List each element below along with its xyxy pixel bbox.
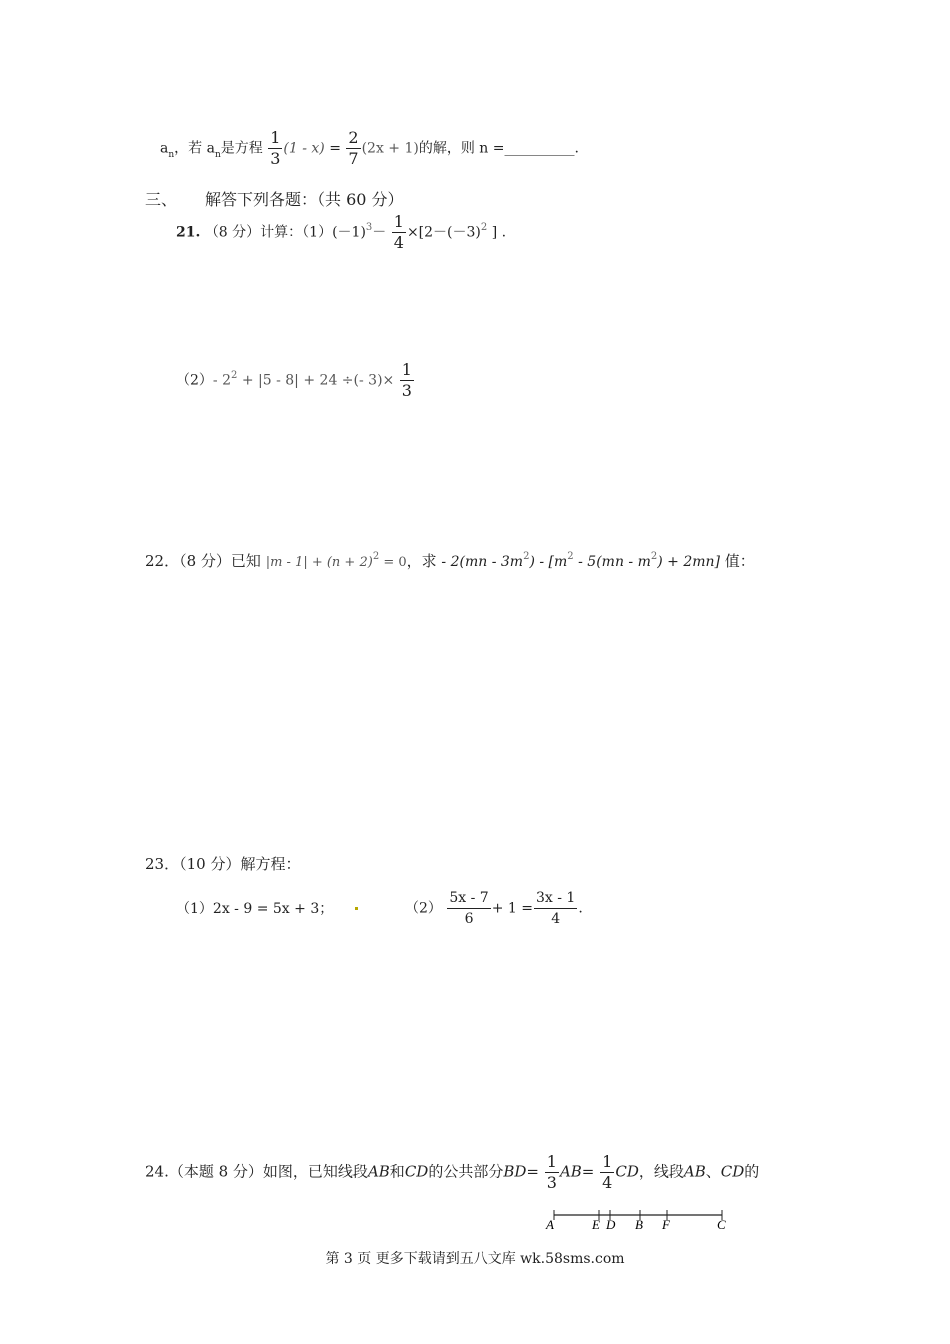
question-24: 24.（本题 8 分）如图，已知线段AB和CD的公共部分BD= $\frac{1}{3}$ AB= $\frac{1}{4}$ CD，线段AB、CD的 <box>145 1152 760 1192</box>
label-c: C <box>717 1217 726 1232</box>
q20-tail-line: $a_n$，若 $a_n$是方程 $\frac{1}{3}$ (1 - x) = $\frac{2}{7}$ (2x + 1)的解，则 n =__________. <box>160 128 579 168</box>
label-b: B <box>635 1217 643 1232</box>
question-23: 23．（10 分）解方程： <box>145 855 301 873</box>
q20-fraction-1: $\frac{1}{3}$ <box>270 128 281 168</box>
label-d: D <box>606 1217 616 1232</box>
q24-fraction-2: $\frac{1}{4}$ <box>602 1152 613 1192</box>
page-footer: 第 3 页 更多下载请到五八文库 wk.58sms.com <box>325 1251 625 1267</box>
question-23-part-2: （2） $\frac{5x - 7}{6}$ + 1 = $\frac{3x - 1}{4}$ . <box>405 890 583 927</box>
question-23-part-1: （1）2x - 9 = 5x + 3； <box>176 901 334 917</box>
label-f: F <box>662 1217 670 1232</box>
segment-diagram <box>540 1205 740 1235</box>
stray-dot <box>355 907 358 910</box>
q24-fraction-1: $\frac{1}{3}$ <box>546 1152 557 1192</box>
q20-fraction-2: $\frac{2}{7}$ <box>348 128 359 168</box>
label-e: E <box>592 1217 600 1232</box>
q23-fraction-left: $\frac{5x - 7}{6}$ <box>449 890 489 927</box>
label-a: A <box>546 1217 554 1232</box>
q23-fraction-right: $\frac{3x - 1}{4}$ <box>536 890 576 927</box>
q21-fraction: $\frac{1}{4}$ <box>393 212 404 252</box>
question-21: 21. （8 分）计算：$(1)(-1)^3-$ $\frac{1}{4}$ $\times[2-(-3)^2$ ] . <box>176 212 507 252</box>
section-heading: 三、 解答下列各题：（共 60 分） <box>145 190 404 209</box>
q21-part2-fraction: $\frac{1}{3}$ <box>401 360 412 400</box>
question-21-part-2: （2）- $2^2 + |5 - 8| + 24$ ÷(- 3)× $\frac{1}{3}$ <box>176 360 412 400</box>
question-22: 22．（8 分）已知 $|m - 1| + (n + 2)^2 = 0$，求 - $2(mn - 3m^2) - [m^2 - 5(mn - m^2) + 2mn]$ 值： <box>145 551 755 570</box>
